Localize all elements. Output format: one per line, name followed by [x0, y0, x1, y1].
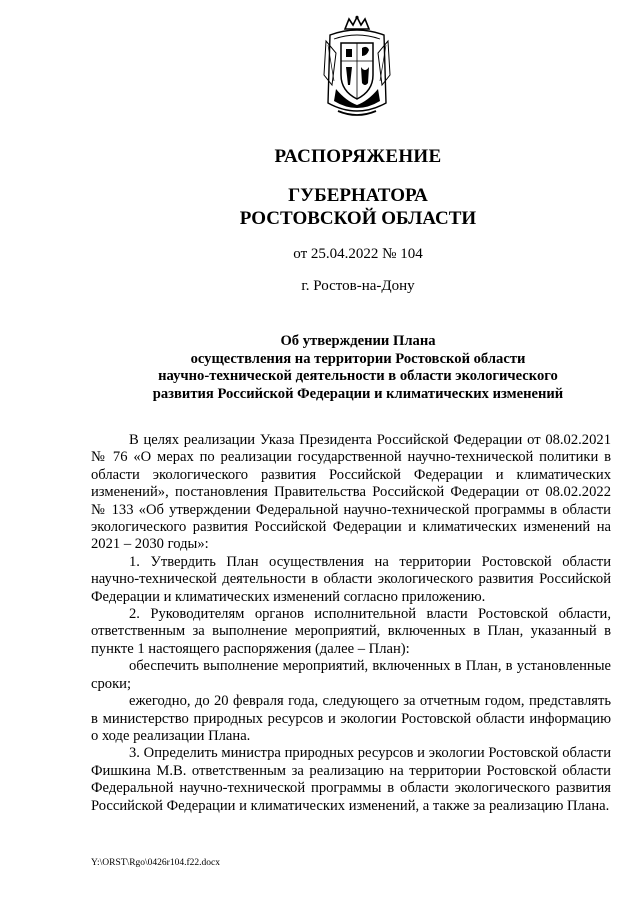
date-number: от 25.04.2022 № 104 [293, 246, 423, 262]
document-body [91, 432, 611, 815]
item-2b-paragraph: ежегодно, до 20 февраля года, следующего за отчетным годом, представлять в министерство природных ресурсов и экологии Ростовской области информацию о ходе реализации Плана. [91, 693, 611, 744]
subject-line-4: развития Российской Федерации и климатических изменений [152, 385, 564, 402]
document-subject [0, 333, 640, 403]
file-path-footer: Y:\ORST\Rgo\0426r104.f22.docx [91, 858, 220, 868]
issuer-line-1: ГУБЕРНАТОРА [288, 185, 428, 206]
city: г. Ростов-на-Дону [301, 278, 415, 294]
subject-line-3: научно-технической деятельности в области экологического [158, 368, 558, 384]
coat-of-arms-icon [322, 15, 392, 123]
issuer-heading [0, 184, 640, 230]
item-3-paragraph: 3. Определить министра природных ресурсов и экологии Ростовской области Фишкина М.В. ответственным за реализацию на территории Ростовской области Федеральной научно-технической программы в области экологического развития Российской Федерации и климатических изменений, а также за реализацию Плана. [91, 745, 611, 814]
preamble-paragraph: В целях реализации Указа Президента Российской Федерации от 08.02.2021 № 76 «О мерах по реализации государственной научно-технической политики в области экологического развития Российской Федерации и климатических изменений», постановления Правительства Российской Федерации от 08.02.2022 № 133 «Об утверждении Федеральной научно-технической программы в области экологического развития Российской Федерации и климатических изменений на 2021 – 2030 годы»: [91, 432, 611, 553]
item-2-paragraph: 2. Руководителям органов исполнительной власти Ростовской области, ответственным за выполнение мероприятий, включенных в План, указанный в пункте 1 настоящего распоряжения (далее – План): [91, 606, 611, 657]
item-2a-paragraph: обеспечить выполнение мероприятий, включенных в План, в установленные сроки; [91, 658, 611, 692]
subject-line-1: Об утверждении Плана [280, 333, 436, 349]
issuer-line-2: РОСТОВСКОЙ ОБЛАСТИ [239, 208, 477, 229]
document-type-heading: РАСПОРЯЖЕНИЕ [274, 146, 442, 167]
item-1-paragraph: 1. Утвердить План осуществления на территории Ростовской области научно-технической деятельности в области экологического развития Российской Федерации и климатических изменений согласно приложению. [91, 553, 611, 605]
subject-line-2: осуществления на территории Ростовской области [190, 350, 526, 367]
